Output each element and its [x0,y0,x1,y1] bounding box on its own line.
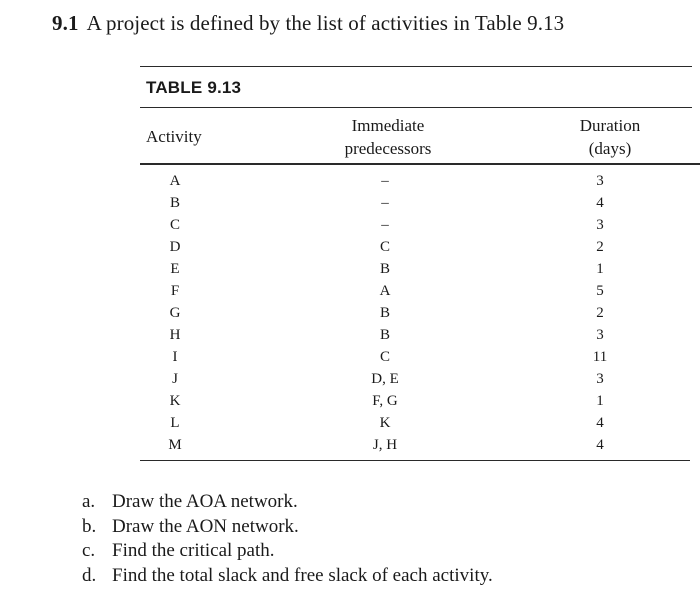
header-predecessors-line2: predecessors [344,139,432,158]
question-label: b. [82,515,97,537]
activity-cell: L [170,415,180,431]
table-bottom-rule [140,460,690,461]
header-activity: Activity [146,127,202,146]
question-label: a. [82,491,96,512]
table-title-rule [140,107,692,108]
question-label: c. [82,540,96,561]
predecessors-cell: B [379,305,390,321]
duration-cell: 3 [596,371,604,387]
predecessors-cell: – [381,217,389,233]
question-item [82,539,493,564]
predecessors-cell: F, G [372,393,398,409]
activity-column [160,170,190,456]
duration-cell: 11 [592,349,608,365]
duration-cell: 4 [596,437,604,453]
activity-cell: K [169,393,181,409]
predecessors-cell: C [379,239,390,255]
question-text: Find the critical path. [112,540,275,561]
question-item [82,564,493,589]
question-list [82,490,493,588]
problem-number: 9.1 [52,11,79,35]
activity-cell: G [169,305,181,321]
duration-cell: 4 [596,195,604,211]
duration-cell: 3 [596,217,604,233]
question-text: Draw the AOA network. [112,491,298,512]
problem-text: A project is defined by the list of activities in Table 9.13 [86,11,565,35]
header-duration-line1: Duration [579,116,641,135]
duration-cell: 3 [596,173,604,189]
duration-cell: 2 [596,239,604,255]
header-duration-line2: (days) [588,139,632,158]
question-item [82,515,493,540]
header-duration [560,114,660,160]
activity-cell: A [169,173,181,189]
predecessors-column [345,170,425,456]
duration-cell: 5 [596,283,604,299]
duration-cell: 3 [596,327,604,343]
activity-cell: I [172,349,178,365]
activity-cell: M [168,437,182,453]
duration-cell: 4 [596,415,604,431]
problem-statement [52,11,564,36]
activity-cell: B [169,195,180,211]
question-item [82,490,493,515]
table-header-rule [140,163,700,165]
header-predecessors-line1: Immediate [351,116,425,135]
activity-cell: E [170,261,180,277]
duration-cell: 1 [596,393,604,409]
predecessors-cell: B [379,327,390,343]
question-label: d. [82,564,97,586]
activity-cell: H [169,327,181,343]
predecessors-cell: B [379,261,390,277]
predecessors-cell: – [381,173,389,189]
duration-cell: 1 [596,261,604,277]
duration-cell: 2 [596,305,604,321]
duration-column [580,170,620,456]
predecessors-cell: K [379,415,391,431]
predecessors-cell: D, E [371,371,399,387]
predecessors-cell: A [379,283,391,299]
activity-cell: F [170,283,180,299]
predecessors-cell: J, H [372,437,398,453]
question-text: Find the total slack and free slack of each activity. [112,564,493,586]
table-title: TABLE 9.13 [146,78,242,97]
table-top-rule [140,66,692,67]
predecessors-cell: – [381,195,389,211]
activity-cell: C [169,217,180,233]
activity-cell: D [169,239,181,255]
header-predecessors [320,114,456,160]
activity-cell: J [172,371,178,387]
question-text: Draw the AON network. [112,515,299,537]
predecessors-cell: C [379,349,390,365]
